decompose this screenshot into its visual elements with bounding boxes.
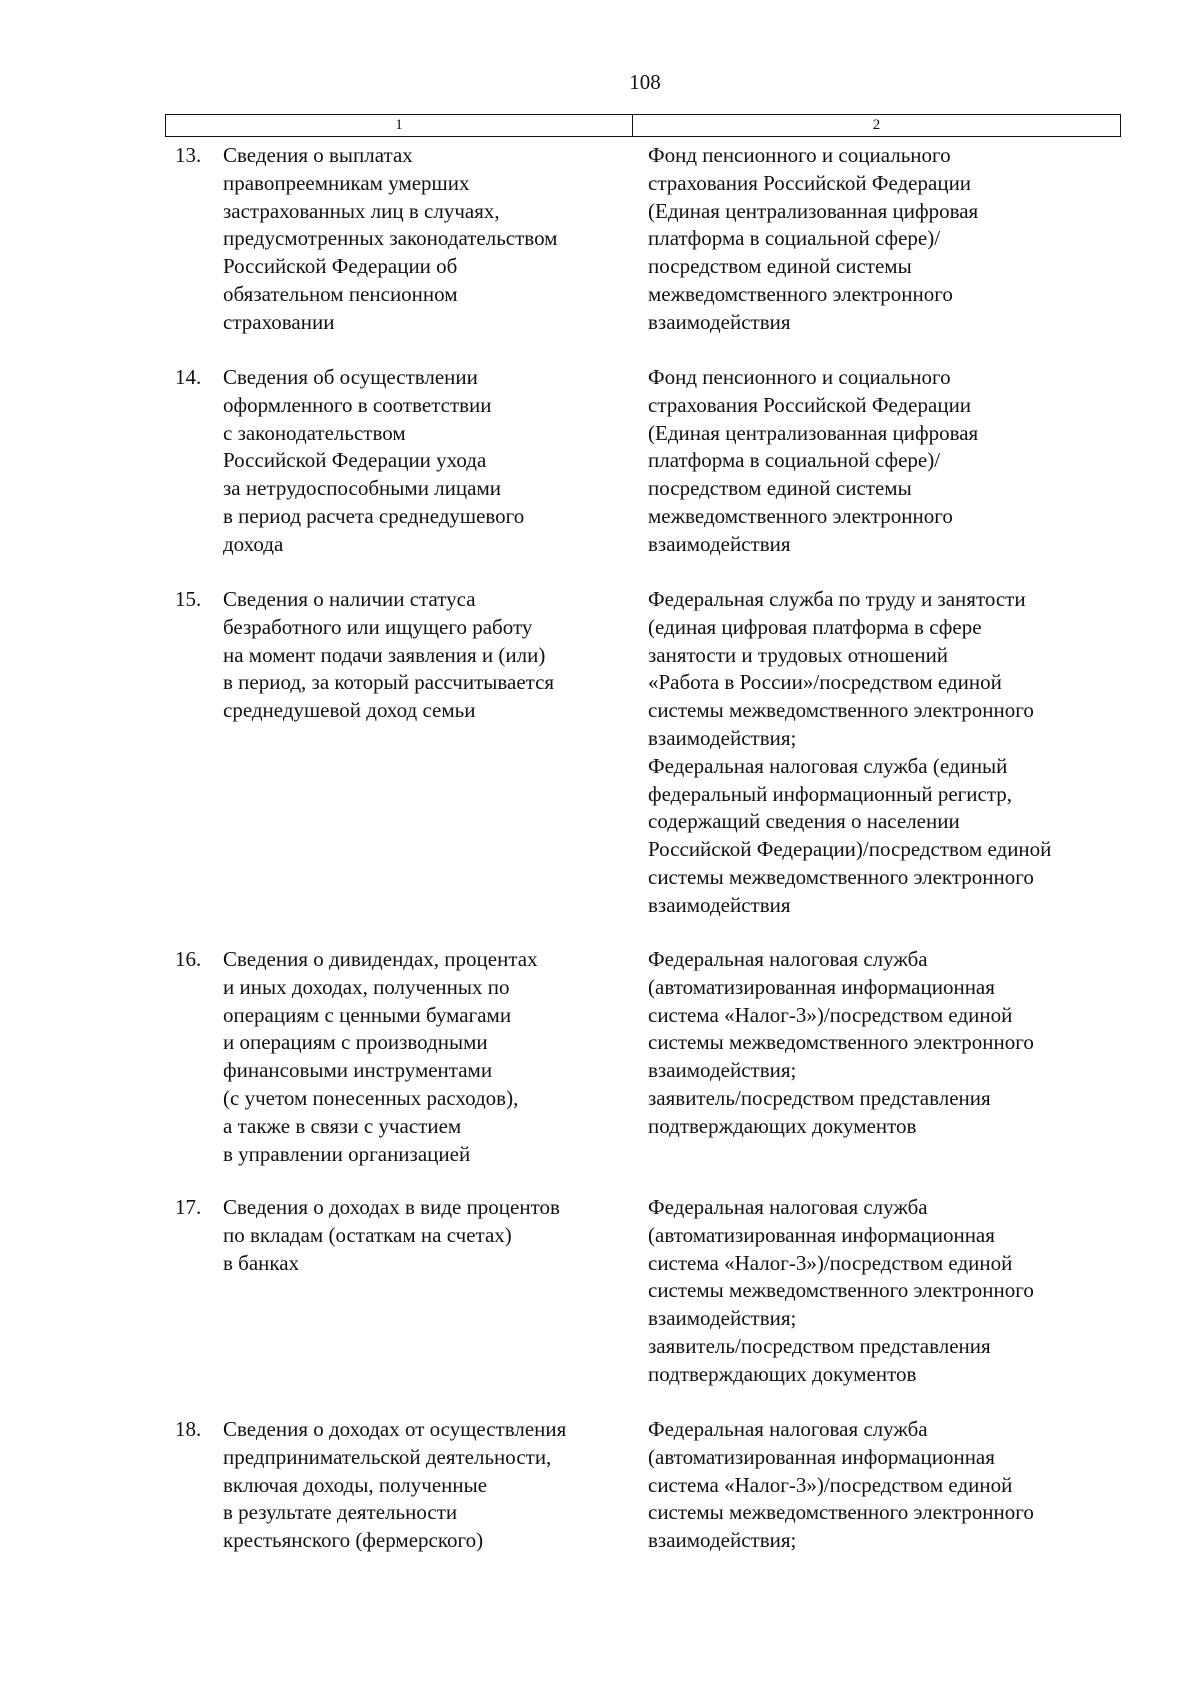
- row-source: [648, 1416, 1128, 1555]
- description-line: дохода: [223, 531, 284, 556]
- description-line: Российской Федерации ухода: [223, 448, 487, 473]
- source-line: Федеральная служба по труду и занятости: [648, 587, 1026, 611]
- row-number: 17.: [175, 1195, 202, 1219]
- description-line: страховании: [223, 309, 335, 334]
- source-line: взаимодействия;: [648, 1528, 797, 1553]
- source-line: взаимодействия: [648, 892, 791, 917]
- description-line: (с учетом понесенных расходов),: [223, 1085, 519, 1110]
- row-description: [223, 142, 633, 337]
- description-line: Сведения о дивидендах, процентах: [223, 947, 538, 971]
- source-line: (Единая централизованная цифровая: [648, 420, 979, 445]
- description-line: Сведения о доходах от осуществления: [223, 1417, 567, 1441]
- description-line: крестьянского (фермерского): [223, 1528, 484, 1553]
- row-description: [223, 946, 633, 1168]
- row-description: [223, 364, 633, 559]
- description-line: Сведения о наличии статуса: [223, 587, 476, 611]
- row-description: [223, 586, 633, 725]
- source-line: система «Налог-3»)/посредством единой: [648, 1250, 1013, 1275]
- source-line: Федеральная налоговая служба: [648, 947, 928, 971]
- source-line: подтверждающих документов: [648, 1361, 917, 1386]
- source-line: (автоматизированная информационная: [648, 974, 995, 999]
- description-line: включая доходы, полученные: [223, 1472, 488, 1497]
- source-line: страхования Российской Федерации: [648, 392, 972, 417]
- description-line: финансовыми инструментами: [223, 1058, 493, 1083]
- description-line: в банках: [223, 1250, 300, 1275]
- source-line: система «Налог-3»)/посредством единой: [648, 1472, 1013, 1497]
- source-line: Федеральная налоговая служба: [648, 1417, 928, 1441]
- row-source: [648, 1194, 1128, 1389]
- source-line: «Работа в России»/посредством единой: [648, 670, 1002, 695]
- description-line: предпринимательской деятельности,: [223, 1444, 552, 1469]
- source-line: посредством единой системы: [648, 476, 912, 501]
- row-description: [223, 1194, 633, 1277]
- source-line: система «Налог-3»)/посредством единой: [648, 1002, 1013, 1027]
- source-line: платформа в социальной сфере)/: [648, 448, 941, 473]
- source-line: (единая цифровая платформа в сфере: [648, 614, 982, 639]
- row-number: 13.: [175, 143, 202, 167]
- description-line: Сведения о выплатах: [223, 143, 413, 167]
- description-line: правопреемникам умерших: [223, 170, 470, 195]
- row-source: [648, 946, 1128, 1141]
- description-line: в результате деятельности: [223, 1500, 458, 1525]
- description-line: застрахованных лиц в случаях,: [223, 198, 500, 223]
- description-line: среднедушевой доход семьи: [223, 698, 476, 723]
- source-line: Федеральная налоговая служба: [648, 1195, 928, 1219]
- description-line: Сведения об осуществлении: [223, 365, 478, 389]
- source-line: системы межведомственного электронного: [648, 1278, 1034, 1303]
- source-line: платформа в социальной сфере)/: [648, 226, 941, 251]
- source-line: страхования Российской Федерации: [648, 170, 972, 195]
- source-line: занятости и трудовых отношений: [648, 642, 949, 667]
- row-number: 18.: [175, 1417, 202, 1441]
- description-line: Российской Федерации об: [223, 254, 458, 279]
- description-line: в управлении организацией: [223, 1141, 471, 1166]
- row-number: 14.: [175, 365, 202, 389]
- source-line: Фонд пенсионного и социального: [648, 365, 951, 389]
- source-line: межведомственного электронного: [648, 503, 953, 528]
- source-line: Федеральная налоговая служба (единый: [648, 753, 1008, 778]
- row-number: 15.: [175, 587, 202, 611]
- description-line: оформленного в соответствии: [223, 392, 492, 417]
- description-line: предусмотренных законодательством: [223, 226, 558, 251]
- description-line: на момент подачи заявления и (или): [223, 642, 546, 667]
- description-line: с законодательством: [223, 420, 406, 445]
- source-line: взаимодействия;: [648, 1058, 797, 1083]
- source-line: подтверждающих документов: [648, 1113, 917, 1138]
- table-header: [165, 114, 1121, 137]
- source-line: (автоматизированная информационная: [648, 1222, 995, 1247]
- source-line: системы межведомственного электронного: [648, 1030, 1034, 1055]
- source-line: федеральный информационный регистр,: [648, 781, 1013, 806]
- source-line: системы межведомственного электронного: [648, 1500, 1034, 1525]
- source-line: системы межведомственного электронного: [648, 698, 1034, 723]
- source-line: взаимодействия;: [648, 1306, 797, 1331]
- source-line: (автоматизированная информационная: [648, 1444, 995, 1469]
- source-line: взаимодействия: [648, 309, 791, 334]
- row-number: 16.: [175, 947, 202, 971]
- source-line: посредством единой системы: [648, 254, 912, 279]
- description-line: операциям с ценными бумагами: [223, 1002, 512, 1027]
- source-line: взаимодействия;: [648, 725, 797, 750]
- description-line: в период расчета среднедушевого: [223, 503, 525, 528]
- row-source: [648, 142, 1128, 337]
- source-line: системы межведомственного электронного: [648, 864, 1034, 889]
- table-header-col-2: 2: [872, 117, 881, 133]
- source-line: заявитель/посредством представления: [648, 1333, 991, 1358]
- description-line: и иных доходах, полученных по: [223, 974, 510, 999]
- source-line: Фонд пенсионного и социального: [648, 143, 951, 167]
- row-source: [648, 586, 1128, 920]
- source-line: заявитель/посредством представления: [648, 1085, 991, 1110]
- description-line: Сведения о доходах в виде процентов: [223, 1195, 560, 1219]
- description-line: за нетрудоспособными лицами: [223, 476, 501, 501]
- description-line: по вкладам (остаткам на счетах): [223, 1222, 512, 1247]
- description-line: а также в связи с участием: [223, 1113, 462, 1138]
- table-header-col-1: 1: [166, 115, 633, 136]
- source-line: межведомственного электронного: [648, 281, 953, 306]
- source-line: содержащий сведения о населении: [648, 809, 960, 834]
- source-line: (Единая централизованная цифровая: [648, 198, 979, 223]
- description-line: в период, за который рассчитывается: [223, 670, 555, 695]
- row-description: [223, 1416, 633, 1555]
- description-line: безработного или ищущего работу: [223, 614, 533, 639]
- row-source: [648, 364, 1128, 559]
- description-line: обязательном пенсионном: [223, 281, 458, 306]
- source-line: взаимодействия: [648, 531, 791, 556]
- source-line: Российской Федерации)/посредством единой: [648, 837, 1052, 862]
- page-number: 108: [629, 70, 661, 94]
- description-line: и операциям с производными: [223, 1030, 488, 1055]
